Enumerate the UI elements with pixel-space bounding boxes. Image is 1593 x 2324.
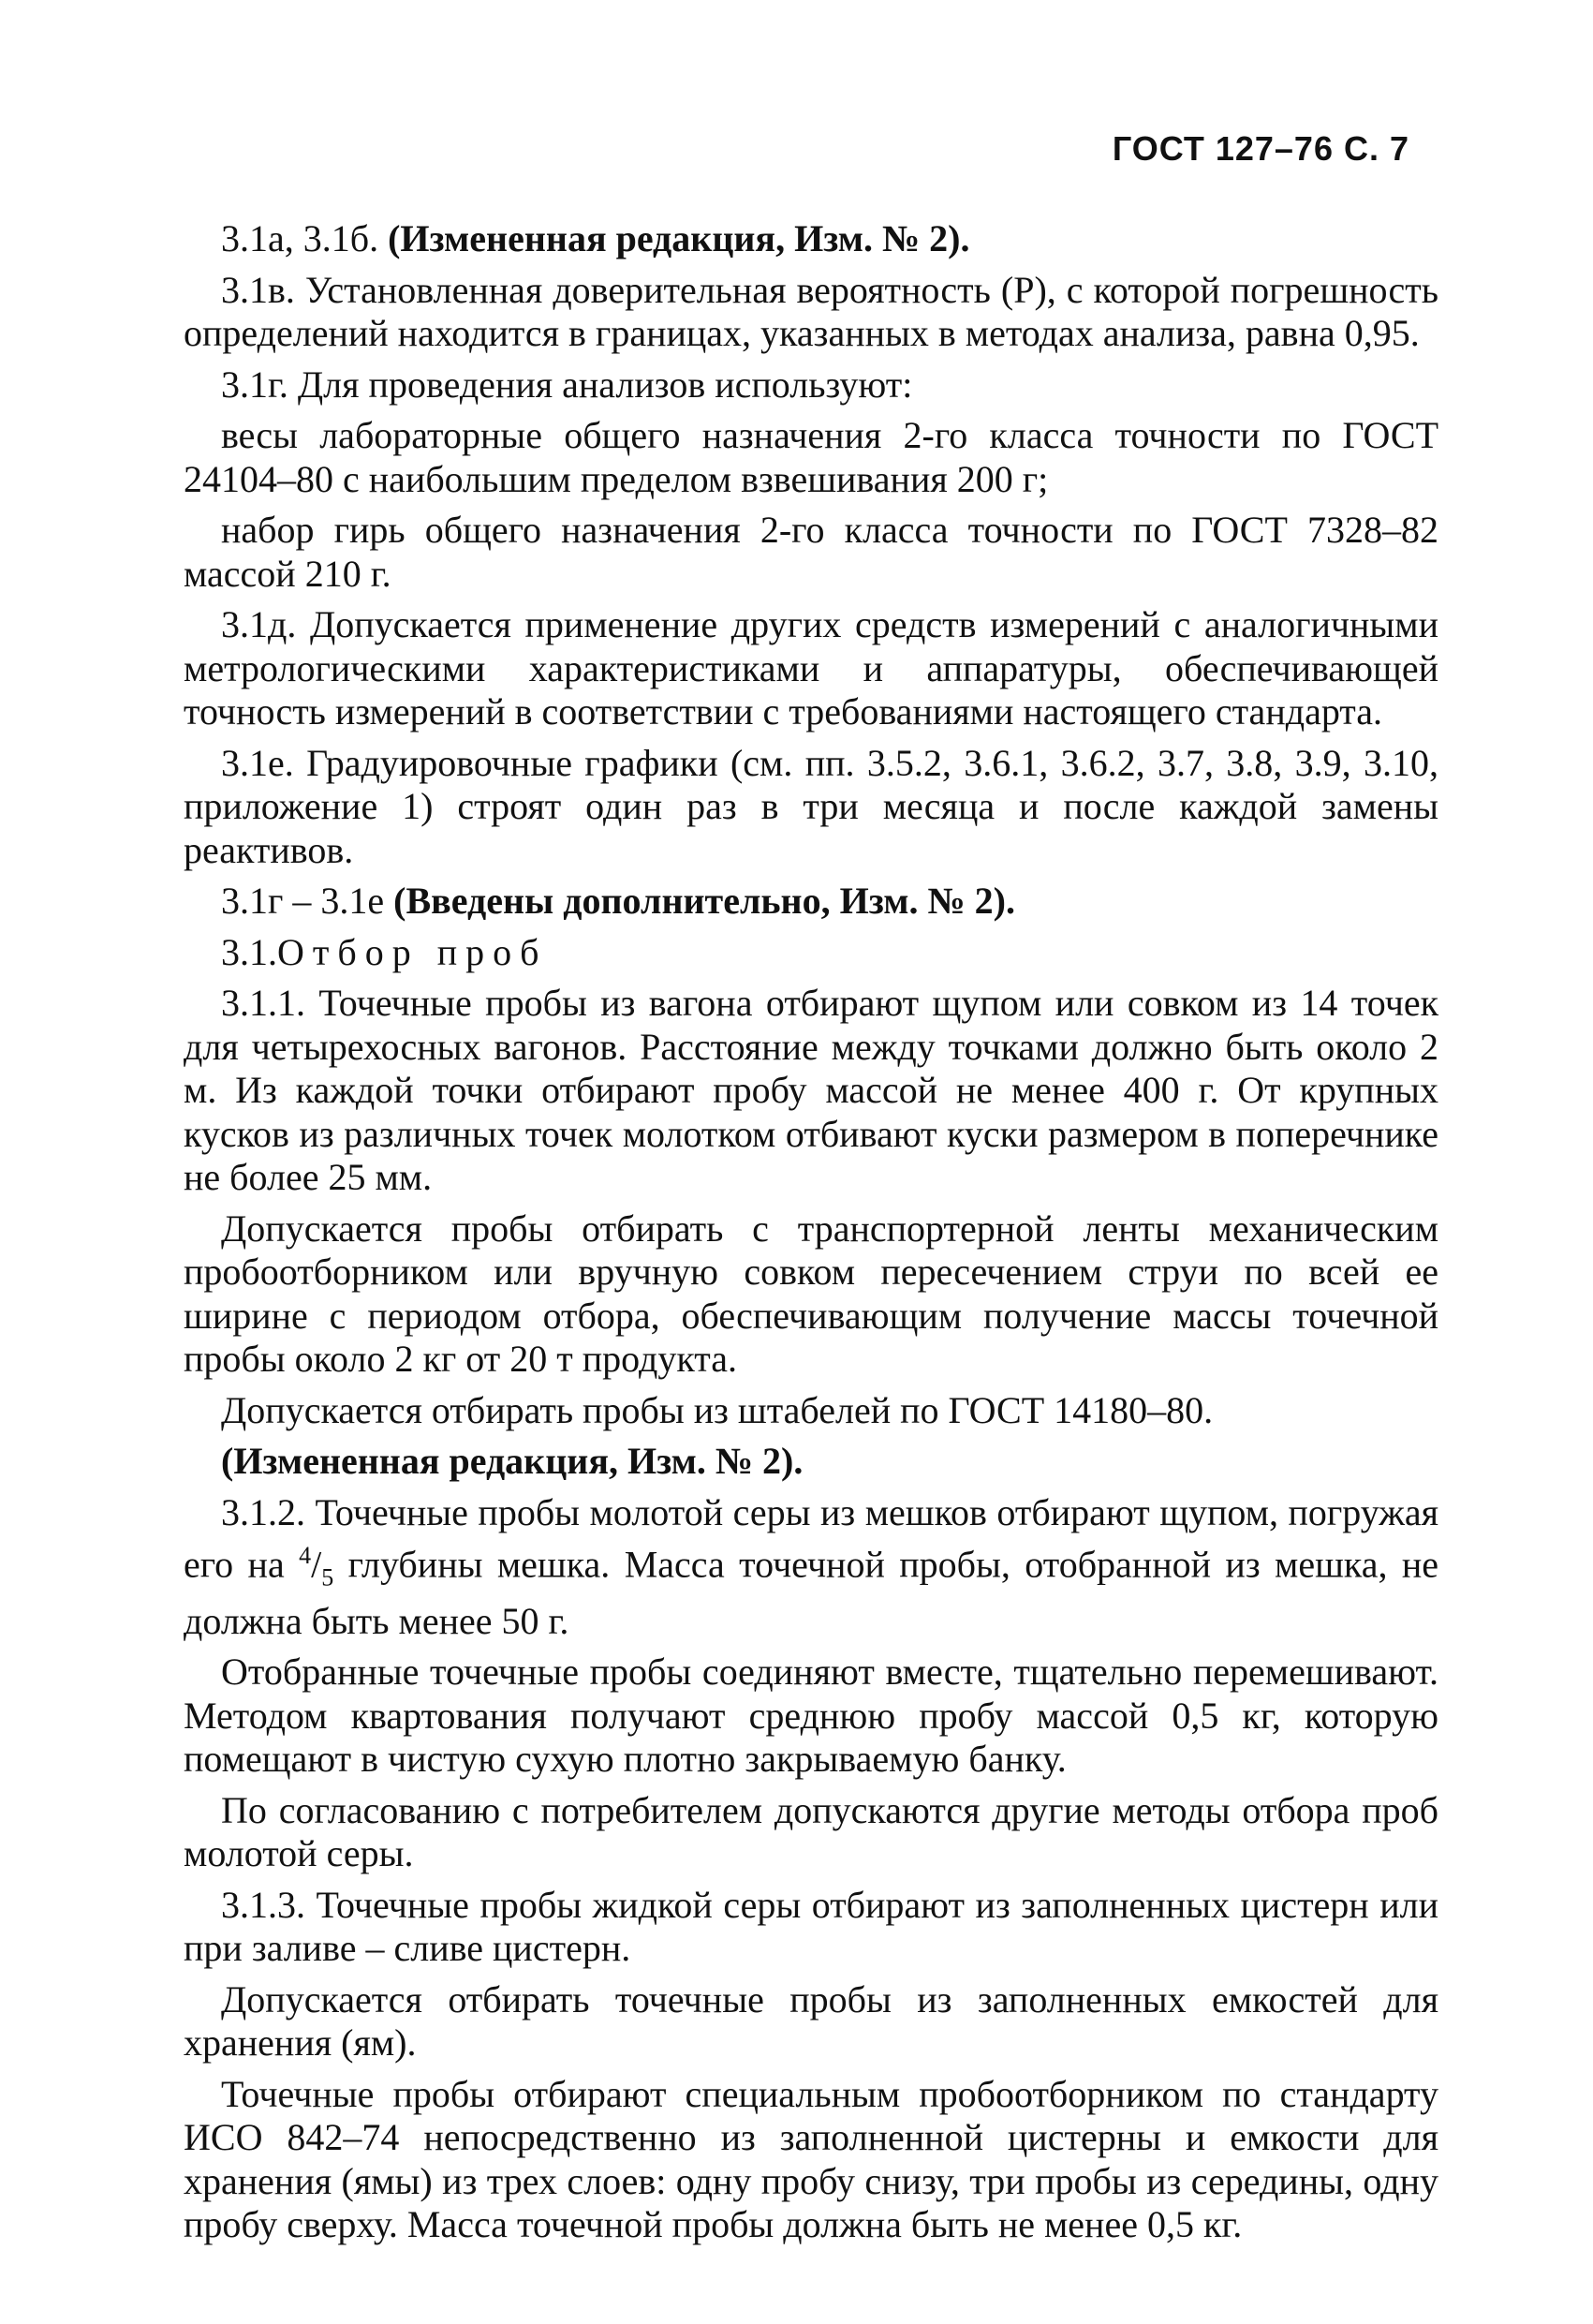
amendment-note: (Измененная редакция, Изм. № 2).: [388, 217, 970, 259]
paragraph-range-text: 3.1г – 3.1е: [221, 880, 385, 922]
paragraph-3-1-2: 3.1.2. Точечные пробы молотой серы из мешков отбирают щупом, погружая его на $^4/_5$ глубины мешка. Масса точечной пробы, отобранной из мешка, не должна быть менее 50 г.: [184, 1490, 1439, 1642]
section-heading-3-1: [184, 931, 1438, 975]
fraction-numerator: 4: [299, 1542, 312, 1569]
section-number: 3.1.: [221, 930, 277, 973]
document-body: [184, 217, 1438, 2255]
paragraph-mixing: Отобранные точечные пробы соединяют вместе, тщательно перемешивают. Методом квартования получают среднюю пробу массой 0,5 кг, которую помещают в чистую сухую плотно закрываемую банку.: [184, 1650, 1438, 1781]
paragraph-3-1g: 3.1г. Для проведения анализов используют:: [221, 363, 913, 406]
paragraph-3-1a: [184, 217, 1438, 261]
paragraph-3-1a-text: 3.1а, 3.1б.: [221, 217, 379, 259]
paragraph-conveyor: Допускается пробы отбирать с транспортерной ленты механическим пробоотборником или вручную совком пересечением струи по всей ее ширине с периодом отбора, обеспечивающим получение массы точечной пробы около 2 кг от 20 т продукта.: [184, 1206, 1438, 1380]
paragraph-3-1d: 3.1д. Допускается применение других средств измерений с аналогичными метрологическими характеристиками и аппаратуры, обеспечивающей точность измерений в соответствии с требованиями настоящего стандарта.: [184, 603, 1438, 733]
amendment-note: (Введены дополнительно, Изм. № 2).: [393, 880, 1015, 922]
paragraph-3-1-1: 3.1.1. Точечные пробы из вагона отбирают щупом или совком из 14 точек для четырехосных вагонов. Расстояние между точками должно быть около 2 м. Из каждой точки отбирают пробу массой не менее 400 г. От крупных кусков из различных точек молотком отбивают куски размером в поперечнике не более 25 мм.: [184, 982, 1438, 1198]
paragraph-3-1g-3-1e: [184, 880, 1438, 924]
paragraph-pits: Допускается отбирать точечные пробы из заполненных емкостей для хранения (ям).: [184, 1977, 1438, 2065]
section-title: Отбор проб: [277, 930, 548, 973]
paragraph-3-1-2-end: глубины мешка. Масса точечной пробы, отобранной из мешка, не должна быть менее 50 г.: [184, 1543, 1439, 1642]
paragraph-agreement: По согласованию с потребителем допускаются другие методы отбора проб молотой серы.: [184, 1788, 1438, 1875]
paragraph-sampler: Точечные пробы отбирают специальным пробоотборником по стандарту ИСО 842–74 непосредственно из заполненной цистерны и емкости для хранения (ямы) из трех слоев: одну пробу снизу, три пробы из середины, одну пробу сверху. Масса точечной пробы должна быть не менее 0,5 кг.: [184, 2072, 1438, 2246]
paragraph-stacks: Допускается отбирать пробы из штабелей по ГОСТ 14180–80.: [221, 1388, 1214, 1431]
paragraph-3-1-3: 3.1.3. Точечные пробы жидкой серы отбирают из заполненных цистерн или при заливе – сливе цистерн.: [184, 1883, 1438, 1970]
fraction-denominator: 5: [321, 1563, 334, 1591]
list-item-weights: набор гирь общего назначения 2-го класса точности по ГОСТ 7328–82 массой 210 г.: [184, 509, 1438, 595]
page-header: ГОСТ 127–76 С. 7: [1112, 129, 1409, 168]
paragraph-3-1-2-start: 3.1.2. Точечные пробы молотой серы из мешков отбирают щупом, погружая его на: [184, 1490, 1438, 1586]
list-item-scales: весы лабораторные общего назначения 2-го класса точности по ГОСТ 24104–80 с наибольшим пределом взвешивания 200 г;: [184, 414, 1438, 500]
paragraph-3-1e: 3.1е. Градуировочные графики (см. пп. 3.5.2, 3.6.1, 3.6.2, 3.7, 3.8, 3.9, 3.10, приложение 1) строят один раз в три месяца и после каждой замены реактивов.: [184, 741, 1438, 871]
paragraph-3-1v: 3.1в. Установленная доверительная вероятность (P), с которой погрешность определений находится в границах, указанных в методах анализа, равна 0,95.: [184, 268, 1438, 354]
amendment-note: (Измененная редакция, Изм. № 2).: [221, 1440, 804, 1482]
